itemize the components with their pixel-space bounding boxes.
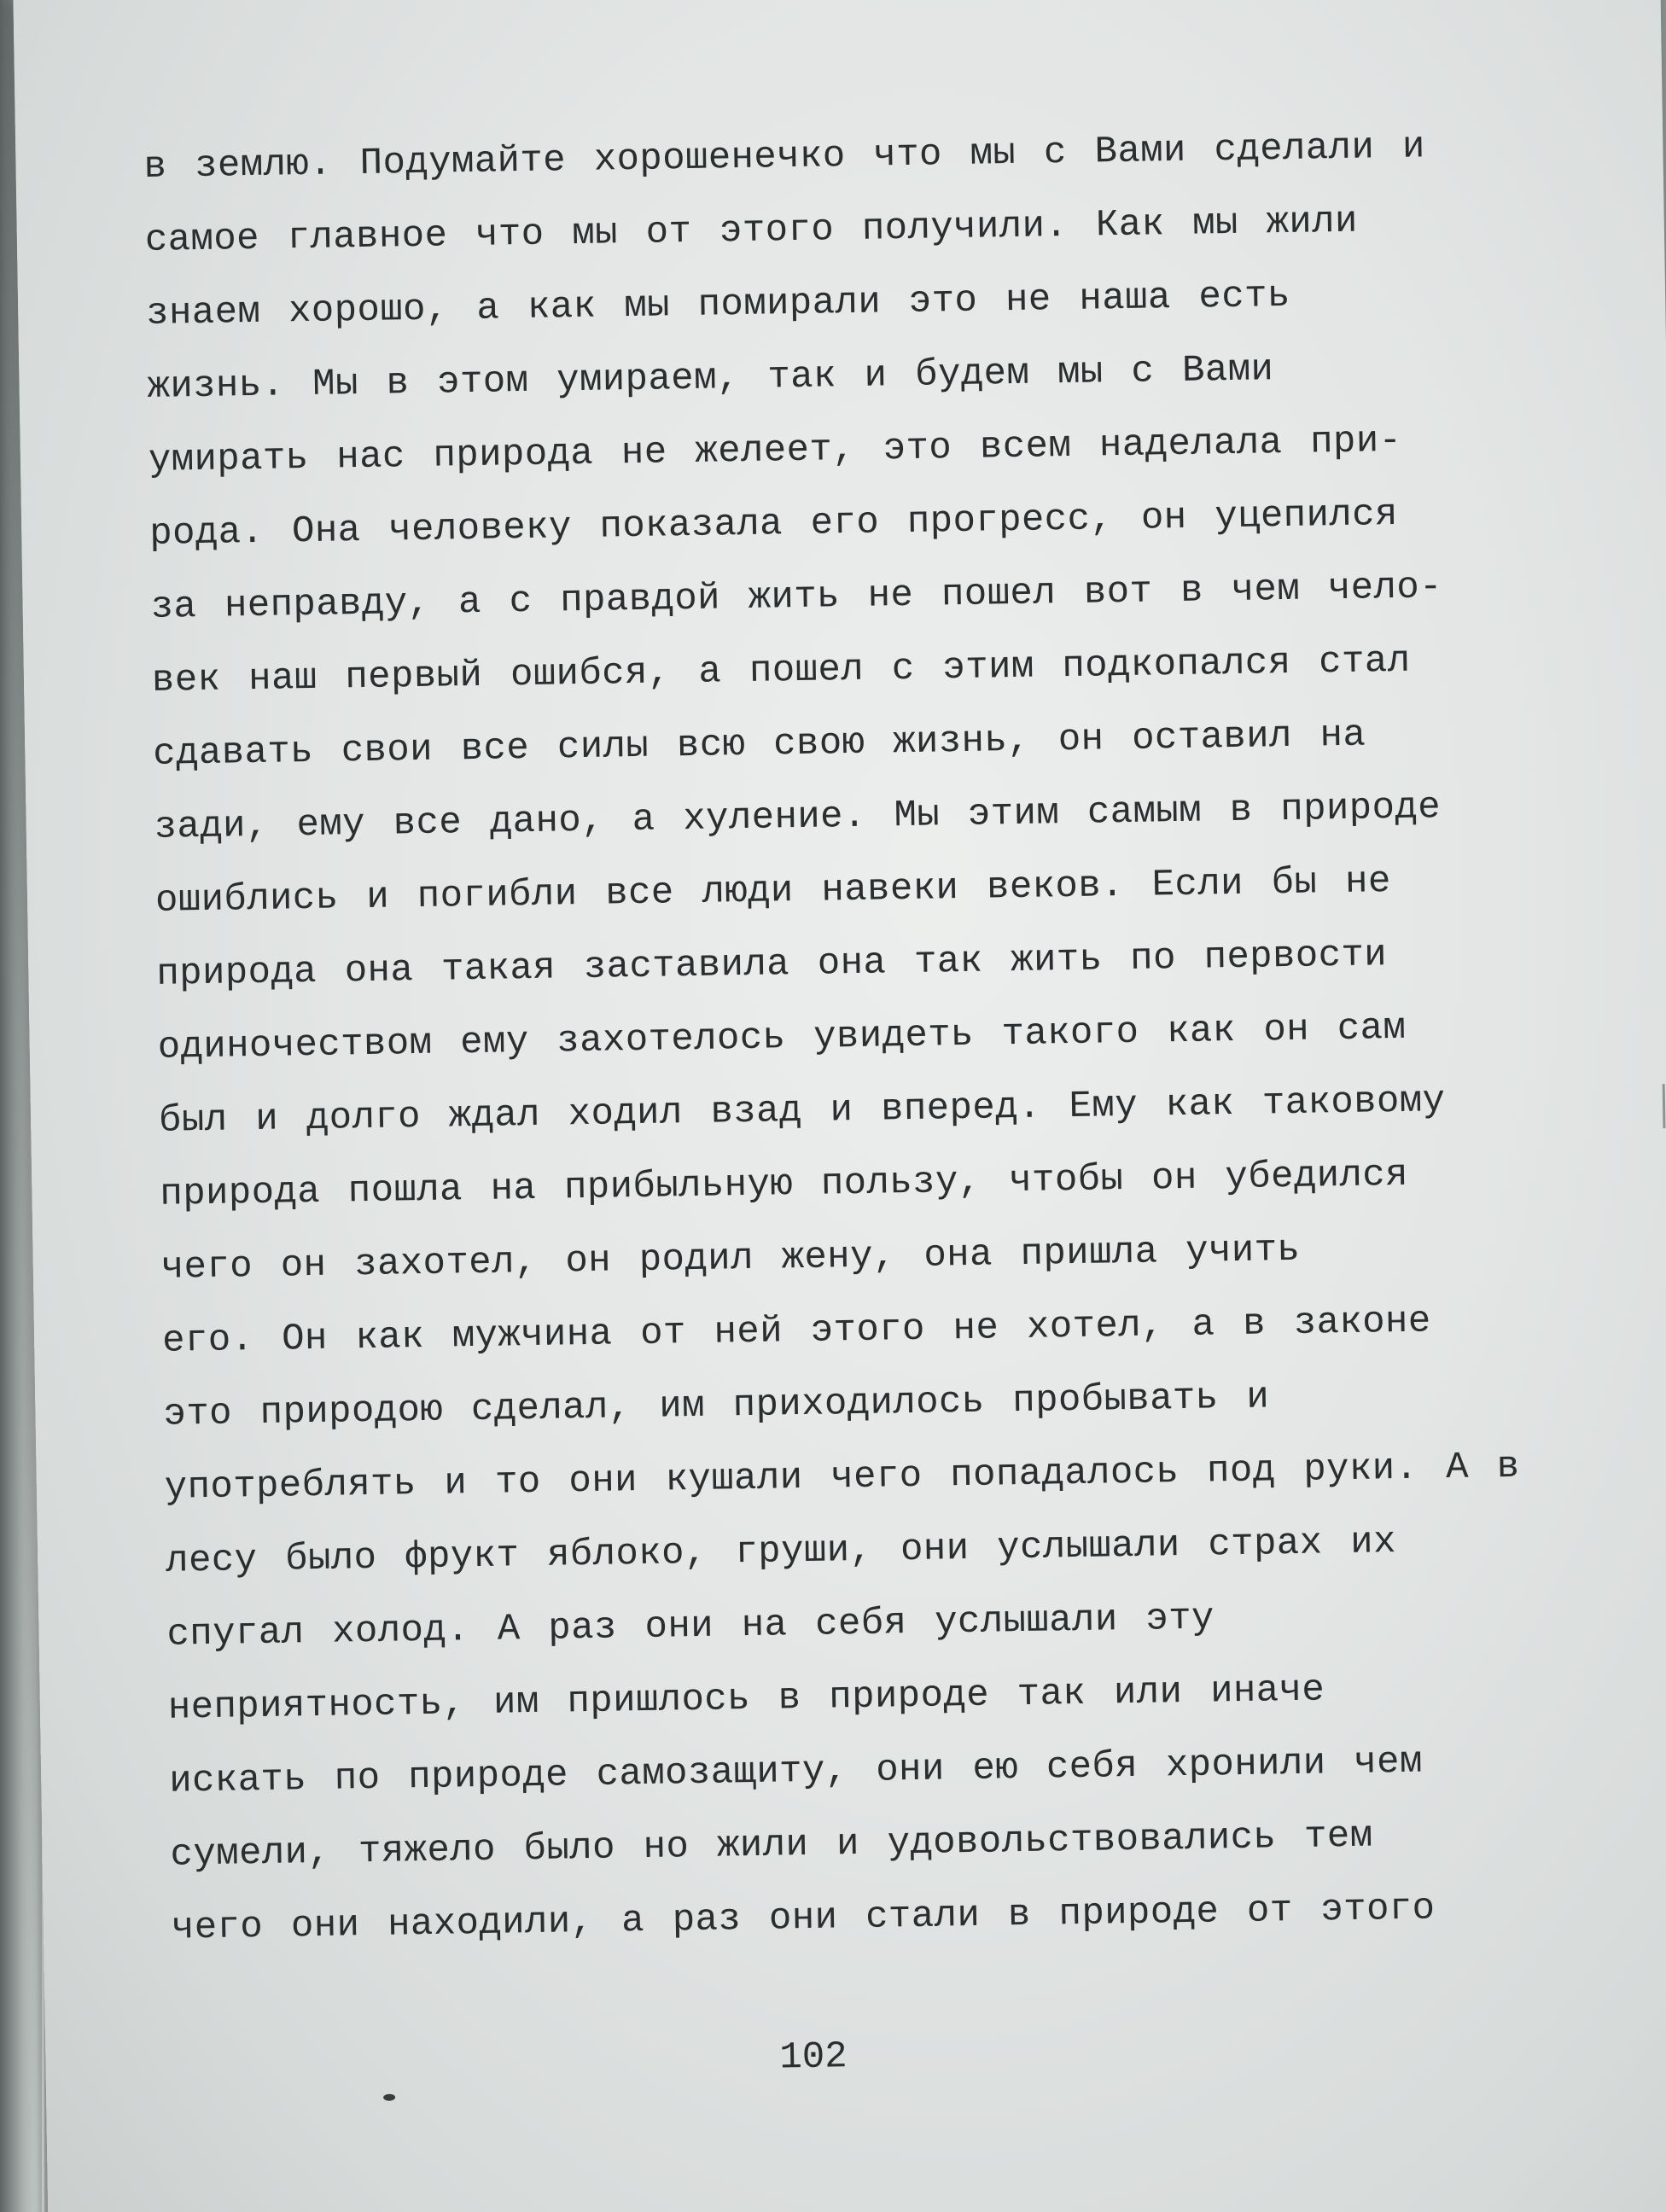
text-line: это природою сделал, им приходилось пробывать и [163, 1376, 1270, 1436]
text-line: употреблять и то они кушали чего попадалось под руки. А в [164, 1445, 1520, 1510]
text-line: чего он захотел, он родил жену, она пришла учить [160, 1228, 1301, 1289]
text-line: спугал холод. А раз они на себя услышали эту [166, 1597, 1215, 1656]
text-line: знаем хорошо, а как мы помирали это не наша есть [145, 274, 1291, 335]
text-line: рода. Она человеку показала его прогресс, он уцепился [149, 492, 1399, 556]
ink-speck [383, 2094, 395, 2101]
text-line: природа она такая заставила она так жить по первости [156, 934, 1388, 996]
text-line: одиночеством ему захотелось увидеть такого как он сам [157, 1006, 1407, 1069]
text-line: умирать нас природа не желеет, это всем наделала при- [148, 419, 1402, 482]
page-number: 102 [779, 2035, 848, 2080]
text-line: сумели, тяжело было но жили и удовольствовались тем [170, 1814, 1373, 1877]
body-text [143, 108, 1640, 1965]
text-line: искать по природе самозащиту, они ею себя хронили чем [168, 1740, 1424, 1803]
text-line: неприятность, им пришлось в природе так или иначе [167, 1668, 1325, 1730]
margin-mark [1663, 1084, 1666, 1128]
text-line: сдавать свои все силы всю свою жизнь, он оставил на [152, 713, 1366, 776]
text-line: его. Он как мужчина от ней этого не хотел, а в законе [161, 1300, 1432, 1363]
text-line: жизнь. Мы в этом умираем, так и будем мы с Вами [147, 348, 1274, 409]
text-line: лесу было фрукт яблоко, груши, они услышали страх их [165, 1521, 1397, 1583]
text-line: за неправду, а с правдой жить не пошел вот в чем чело- [150, 566, 1443, 629]
typed-page [13, 0, 1666, 2212]
text-line: чего они находили, а раз они стали в природе от этого [171, 1887, 1436, 1950]
text-line: был и долго ждал ходил взад и вперед. Ему как таковому [158, 1080, 1446, 1143]
text-line: ошиблись и погибли все люди навеки веков. Если бы не [154, 860, 1392, 923]
text-line: природа пошла на прибыльную пользу, чтобы он убедился [160, 1153, 1409, 1216]
text-line: в землю. Подумайте хорошенечко что мы с Вами сделали и [143, 125, 1426, 189]
text-line: самое главное что мы от этого получили. Как мы жили [144, 200, 1359, 262]
text-line: век наш первый ошибся, а пошел с этим подкопался стал [151, 639, 1411, 702]
text-line: зади, ему все дано, а хуление. Мы этим самым в природе [154, 786, 1442, 849]
